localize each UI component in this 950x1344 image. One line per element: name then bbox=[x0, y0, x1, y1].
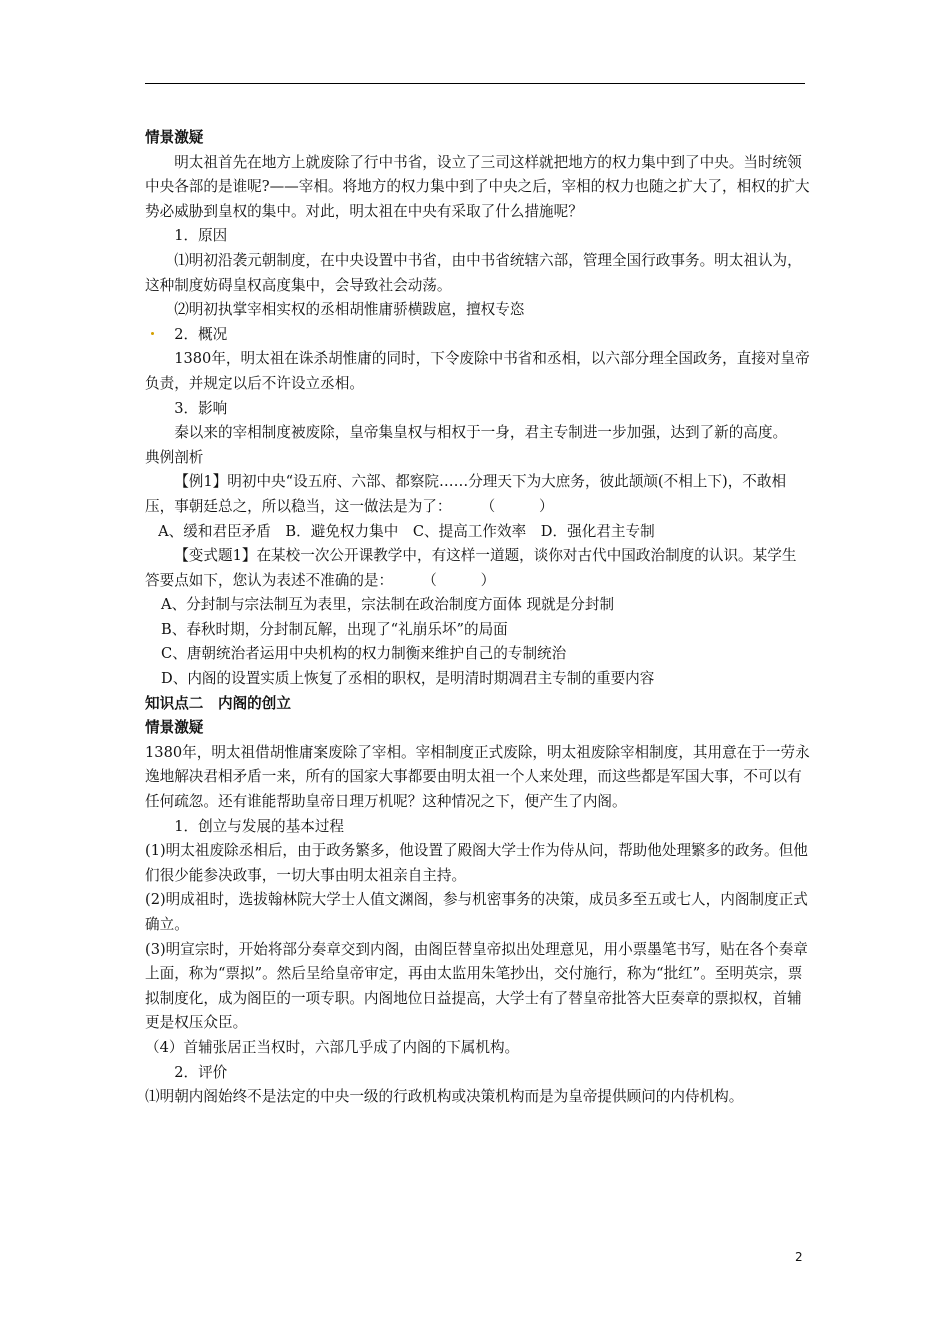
page-number: 2 bbox=[795, 1250, 803, 1264]
paragraph: 秦以来的宰相制度被废除，皇帝集皇权与相权于一身，君主专制进一步加强，达到了新的高度。 bbox=[174, 424, 788, 442]
option-a: A、分封制与宗法制互为表里，宗法制在政治制度方面体 现就是分封制 bbox=[161, 596, 615, 614]
answer-options: A、缓和君臣矛盾 B．避免权力集中 C、提高工作效率 D．强化君主专制 bbox=[158, 522, 655, 540]
variant-question: 【变式题1】在某校一次公开课教学中，有这样一道题，谈你对古代中国政治制度的认识。某学生答要点如下，您认为表述不准确的是： （ ） bbox=[145, 547, 797, 589]
option-b: B、春秋时期，分封制瓦解，出现了“礼崩乐坏”的局面 bbox=[161, 620, 508, 638]
paragraph: ⑴明朝内阁始终不是法定的中央一级的行政机构或决策机构而是为皇帝提供顾问的内侍机构。 bbox=[145, 1088, 744, 1106]
paragraph: 1380年，明太祖借胡惟庸案废除了宰相。宰相制度正式废除，明太祖废除宰相制度，其用意在于一劳永逸地解决君相矛盾一来，所有的国家大事都要由明太祖一个人来处理，而这些都是军国大事，不可以有任何疏忽。还有谁能帮助皇帝日理万机呢？这种情况之下，便产生了内阁。 bbox=[145, 743, 810, 811]
page-content bbox=[145, 126, 810, 1110]
option-d: D、内阁的设置实质上恢复了丞相的职权，是明清时期凋君主专制的重要内容 bbox=[161, 670, 655, 688]
item-heading: 3．影响 bbox=[174, 399, 228, 417]
section-heading: 情景激疑 bbox=[145, 129, 204, 146]
paragraph: (1)明太祖废除丞相后，由于政务繁多，他设置了殿阁大学士作为侍从问，帮助他处理繁多的政务。但他们很少能参决政事，一切大事由明太祖亲自主持。 bbox=[145, 842, 808, 884]
item-heading: 1．原因 bbox=[174, 227, 228, 245]
paragraph: （4）首辅张居正当权时，六部几乎成了内阁的下属机构。 bbox=[145, 1038, 520, 1056]
intro-paragraph: 明太祖首先在地方上就废除了行中书省，设立了三司这样就把地方的权力集中到了中央。当时统领中央各部的是谁呢?——宰相。将地方的权力集中到了中央之后，宰相的权力也随之扩大了，相权的扩大势必威胁到皇权的集中。对此，明太祖在中央有采取了什么措施呢？ bbox=[145, 153, 810, 220]
paragraph: (2)明成祖时，选拔翰林院大学士人值文渊阁，参与机密事务的决策，成员多至五或七人，内阁制度正式确立。 bbox=[145, 891, 808, 933]
paragraph: 1380年，明太祖在诛杀胡惟庸的同时，下令废除中书省和丞相，以六部分理全国政务，直接对皇帝负责，并规定以后不许设立丞相。 bbox=[145, 350, 810, 392]
section-heading: 知识点二 内阁的创立 bbox=[145, 694, 291, 712]
option-c: C、唐朝统治者运用中央机构的权力制衡来维护自己的专制统治 bbox=[161, 645, 567, 663]
paragraph: ⑵明初执掌宰相实权的丞相胡惟庸骄横跋扈，擅权专恣 bbox=[174, 301, 525, 319]
item-heading: 1．创立与发展的基本过程 bbox=[174, 817, 345, 835]
section-heading: 情景激疑 bbox=[145, 719, 204, 737]
item-heading: 2．评价 bbox=[174, 1063, 228, 1081]
header-rule bbox=[145, 83, 805, 84]
subsection-heading: 典例剖析 bbox=[145, 448, 204, 466]
paragraph: (3)明宣宗时，开始将部分奏章交到内阁，由阁臣替皇帝拟出处理意见，用小票墨笔书写，贴在各个奏章上面，称为“票拟”。然后呈给皇帝审定，再由太监用朱笔抄出，交付施行，称为“批红”。至明英宗，票拟制度化，成为阁臣的一项专职。内阁地位日益提高，大学士有了替皇帝批答大臣奏章的票拟权，首辅更是权压众臣。 bbox=[145, 940, 808, 1032]
item-heading: 2．概况 bbox=[174, 325, 228, 343]
paragraph: ⑴明初沿袭元朝制度，在中央设置中书省，由中书省统辖六部，管理全国行政事务。明太祖认为，这种制度妨碍皇权高度集中，会导致社会动荡。 bbox=[145, 251, 802, 294]
example-question: 【例1】明初中央“设五府、六部、都察院……分理天下为大庶务，彼此颉颃(不相上下)，不敢相压，事朝廷总之，所以稳当，这一做法是为了： （ ） bbox=[145, 473, 787, 515]
